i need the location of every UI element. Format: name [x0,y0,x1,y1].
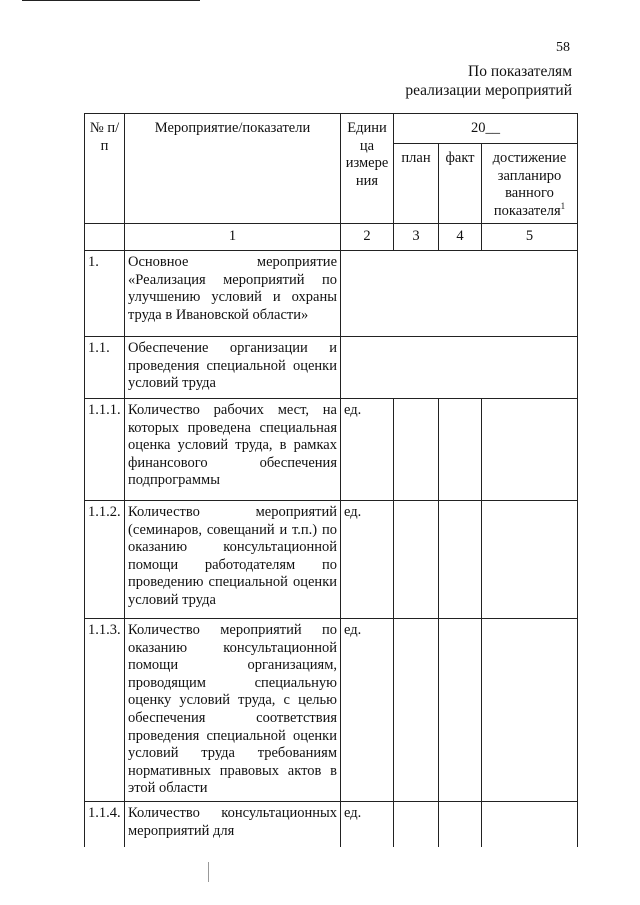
page-number: 58 [556,40,570,55]
column-number-5: 5 [482,224,578,251]
row-unit: ед. [341,398,394,500]
row-fact [439,801,482,847]
column-number-blank [85,224,125,251]
heading-line-2: реализации мероприятий [405,82,572,99]
header-row-1 [85,114,578,144]
row-achievement [482,801,578,847]
heading-line-1: По показателям [468,63,572,80]
table-row [85,250,578,336]
row-number: 1.1. [85,336,125,398]
column-number-3: 3 [394,224,439,251]
scan-mark [208,862,213,882]
header-num: № п/п [85,114,125,224]
row-number: 1.1.3. [85,618,125,801]
row-plan [394,500,439,618]
page-heading [405,62,572,100]
table-row [85,398,578,500]
table-row [85,801,578,847]
row-number: 1.1.2. [85,500,125,618]
row-achievement [482,500,578,618]
row-plan [394,801,439,847]
row-name: Основное мероприятие «Реализация мероприятий по улучшению условий и охраны труда в Ивановской области» [125,250,341,336]
column-number-1: 1 [125,224,341,251]
header-name: Мероприятие/показатели [125,114,341,224]
row-achievement [482,398,578,500]
table-row [85,336,578,398]
row-name: Количество рабочих мест, на которых проведена специальная оценка условий труда, в рамках финансового обеспечения подпрограммы [125,398,341,500]
column-number-row [85,224,578,251]
footnote-mark: 1 [560,200,566,211]
column-number-4: 4 [439,224,482,251]
row-merged-cell [341,250,578,336]
row-fact [439,618,482,801]
header-achievement [482,144,578,224]
column-number-2: 2 [341,224,394,251]
row-unit: ед. [341,801,394,847]
row-number: 1. [85,250,125,336]
header-fact: факт [439,144,482,224]
top-rule [22,0,200,1]
row-name: Количество мероприятий (семинаров, совещаний и т.п.) по оказанию консультационной помощи работодателям по проведению специальной оценки условий труда [125,500,341,618]
row-unit: ед. [341,500,394,618]
row-achievement [482,618,578,801]
row-name: Количество консультационных мероприятий для [125,801,341,847]
row-number: 1.1.1. [85,398,125,500]
row-plan [394,398,439,500]
indicators-table [84,113,578,847]
header-plan: план [394,144,439,224]
row-name: Обеспечение организации и проведения специальной оценки условий труда [125,336,341,398]
header-unit: Едини ца измере ния [341,114,394,224]
row-merged-cell [341,336,578,398]
row-fact [439,398,482,500]
row-unit: ед. [341,618,394,801]
row-plan [394,618,439,801]
table-row [85,618,578,801]
row-number: 1.1.4. [85,801,125,847]
row-name: Количество мероприятий по оказанию консультационной помощи организациям, проводящим специальную оценку условий труда, с целью обеспечения соответствия проведения специальной оценки условий труда требованиям нормативных правовых актов в этой области [125,618,341,801]
header-year: 20__ [394,114,578,144]
table-row [85,500,578,618]
row-fact [439,500,482,618]
header-achievement-text: достижение запланиро ванного показателя [492,150,567,219]
